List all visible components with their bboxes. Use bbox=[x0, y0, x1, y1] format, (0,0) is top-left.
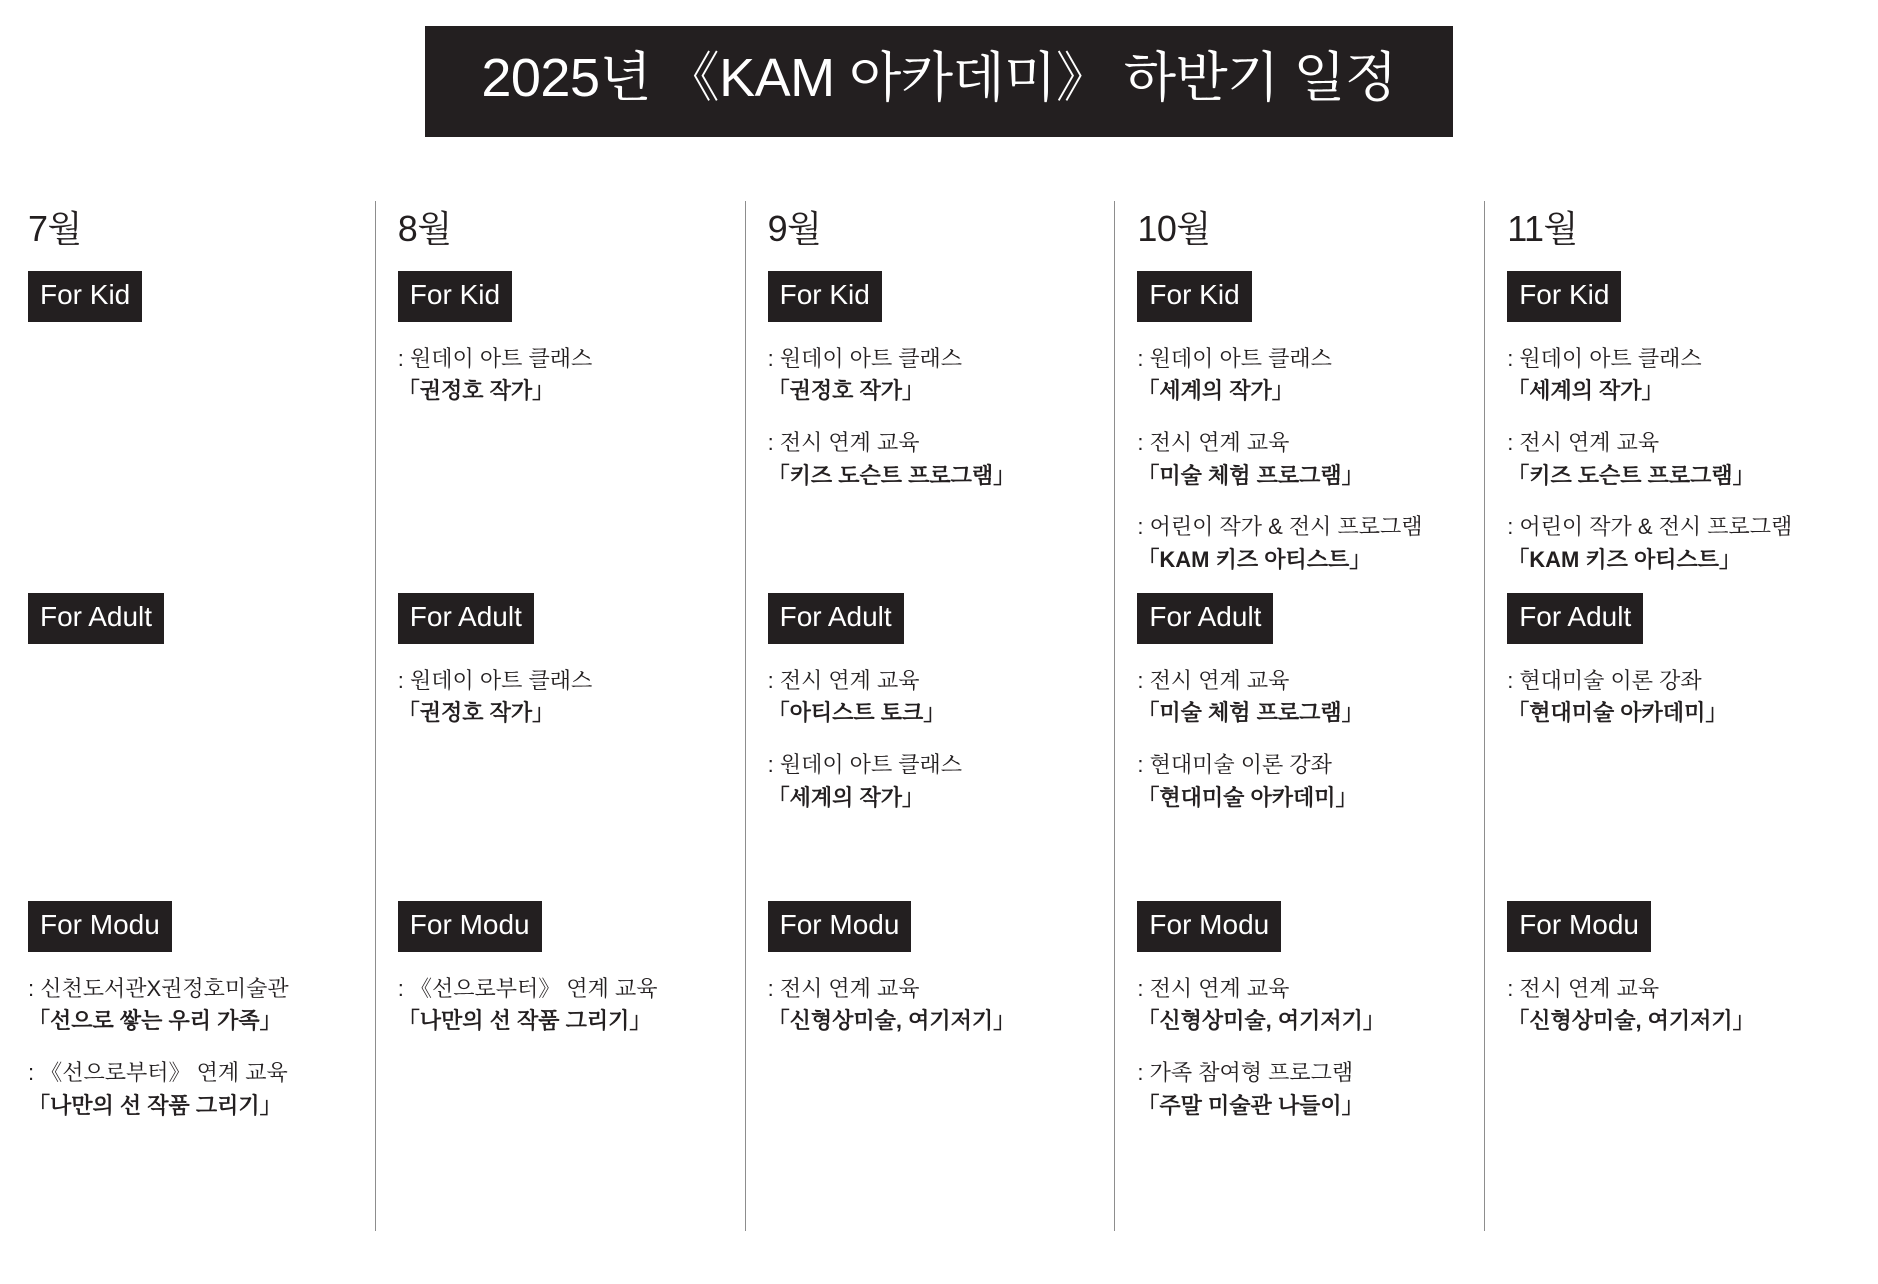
program-item bbox=[768, 750, 1097, 812]
section-adult bbox=[398, 593, 727, 750]
program-item bbox=[1137, 974, 1466, 1036]
program-item bbox=[1137, 750, 1466, 812]
month-column bbox=[375, 201, 745, 1231]
program-title: 「KAM 키즈 아티스트」 bbox=[1507, 547, 1742, 573]
program-item bbox=[768, 666, 1097, 728]
program-item bbox=[768, 428, 1097, 490]
program-category: : 어린이 작가 & 전시 프로그램 bbox=[1507, 514, 1793, 540]
program-item bbox=[768, 974, 1097, 1036]
program-title: 「미술 체험 프로그램」 bbox=[1137, 462, 1364, 488]
program-title: 「세계의 작가」 bbox=[1137, 378, 1294, 404]
month-label: 11월 bbox=[1507, 207, 1578, 249]
program-list bbox=[1507, 974, 1836, 1036]
program-category: : 전시 연계 교육 bbox=[1137, 430, 1290, 456]
month-column bbox=[745, 201, 1115, 1231]
program-title: 「세계의 작가」 bbox=[1507, 378, 1664, 404]
program-category: : 전시 연계 교육 bbox=[767, 975, 920, 1001]
month-column bbox=[28, 201, 375, 1231]
section-kid bbox=[398, 271, 727, 428]
month-label: 9월 bbox=[767, 207, 822, 249]
program-category: : 전시 연계 교육 bbox=[1137, 667, 1290, 693]
program-title: 「선으로 쌓는 우리 가족」 bbox=[28, 1008, 282, 1034]
program-category: : 현대미술 이론 강좌 bbox=[1507, 667, 1702, 693]
program-title: 「세계의 작가」 bbox=[767, 784, 924, 810]
audience-tag-adult: For Adult bbox=[398, 593, 534, 644]
program-title: 「신형상미술, 여기저기」 bbox=[1137, 1008, 1385, 1034]
program-category: : 신천도서관X권정호미술관 bbox=[28, 975, 289, 1001]
program-category: : 원데이 아트 클래스 bbox=[767, 345, 963, 371]
program-item bbox=[1507, 666, 1836, 728]
program-category: : 어린이 작가 & 전시 프로그램 bbox=[1137, 514, 1423, 540]
program-title: 「권정호 작가」 bbox=[397, 700, 555, 726]
program-title: 「권정호 작가」 bbox=[767, 378, 924, 404]
program-title: 「현대미술 아카데미」 bbox=[1507, 700, 1728, 726]
program-title: 「키즈 도슨트 프로그램」 bbox=[1507, 462, 1755, 488]
month-column bbox=[1114, 201, 1484, 1231]
audience-tag-modu: For Modu bbox=[1507, 901, 1651, 952]
program-category: : 전시 연계 교육 bbox=[1137, 975, 1290, 1001]
program-list bbox=[398, 666, 727, 728]
program-category: : 전시 연계 교육 bbox=[767, 667, 920, 693]
audience-tag-modu: For Modu bbox=[768, 901, 912, 952]
section-kid bbox=[768, 271, 1097, 513]
section-modu bbox=[398, 901, 727, 1058]
section-modu bbox=[768, 901, 1097, 1058]
program-category: : 《선으로부터》 연계 교육 bbox=[397, 975, 658, 1001]
program-item bbox=[1137, 344, 1466, 406]
program-title: 「나만의 선 작품 그리기」 bbox=[28, 1092, 282, 1118]
program-item bbox=[1507, 344, 1836, 406]
program-list bbox=[1137, 974, 1466, 1121]
program-item bbox=[768, 344, 1097, 406]
section-kid bbox=[1137, 271, 1466, 597]
section-modu bbox=[1507, 901, 1836, 1058]
program-category: : 원데이 아트 클래스 bbox=[1137, 345, 1332, 371]
program-item bbox=[1137, 428, 1466, 490]
schedule-grid bbox=[0, 201, 1878, 1231]
program-item bbox=[28, 974, 357, 1036]
section-kid bbox=[28, 271, 357, 344]
program-item bbox=[1137, 1058, 1466, 1120]
program-list bbox=[398, 974, 727, 1036]
month-column bbox=[1484, 201, 1854, 1231]
program-item bbox=[1507, 428, 1836, 490]
program-title: 「현대미술 아카데미」 bbox=[1137, 784, 1358, 810]
program-item bbox=[398, 666, 727, 728]
program-item bbox=[28, 1058, 357, 1120]
program-title: 「미술 체험 프로그램」 bbox=[1137, 700, 1364, 726]
program-category: : 전시 연계 교육 bbox=[1507, 975, 1660, 1001]
audience-tag-adult: For Adult bbox=[768, 593, 904, 644]
audience-tag-adult: For Adult bbox=[1137, 593, 1273, 644]
program-item bbox=[1137, 512, 1466, 574]
program-list bbox=[768, 666, 1097, 813]
program-title: 「신형상미술, 여기저기」 bbox=[1507, 1008, 1755, 1034]
section-adult bbox=[1137, 593, 1466, 835]
program-list bbox=[1507, 344, 1836, 575]
program-category: : 원데이 아트 클래스 bbox=[767, 752, 963, 778]
program-title: 「KAM 키즈 아티스트」 bbox=[1137, 547, 1372, 573]
section-modu bbox=[28, 901, 357, 1143]
page-title: 2025년 《KAM 아카데미》 하반기 일정 bbox=[425, 26, 1452, 137]
month-label: 7월 bbox=[28, 207, 82, 249]
audience-tag-kid: For Kid bbox=[1137, 271, 1251, 322]
section-adult bbox=[28, 593, 357, 666]
audience-tag-kid: For Kid bbox=[398, 271, 512, 322]
program-list bbox=[768, 974, 1097, 1036]
program-category: : 가족 참여형 프로그램 bbox=[1137, 1060, 1354, 1086]
audience-tag-kid: For Kid bbox=[768, 271, 882, 322]
program-category: : 전시 연계 교육 bbox=[767, 430, 920, 456]
program-category: : 원데이 아트 클래스 bbox=[1507, 345, 1702, 371]
program-category: : 원데이 아트 클래스 bbox=[397, 667, 593, 693]
program-category: : 《선으로부터》 연계 교육 bbox=[28, 1060, 288, 1086]
program-item bbox=[1507, 974, 1836, 1036]
program-title: 「권정호 작가」 bbox=[397, 378, 555, 404]
program-list bbox=[1137, 666, 1466, 813]
audience-tag-kid: For Kid bbox=[1507, 271, 1621, 322]
program-title: 「나만의 선 작품 그리기」 bbox=[397, 1008, 652, 1034]
title-banner bbox=[0, 0, 1878, 137]
program-item bbox=[1137, 666, 1466, 728]
program-title: 「주말 미술관 나들이」 bbox=[1137, 1092, 1364, 1118]
program-category: : 원데이 아트 클래스 bbox=[397, 345, 593, 371]
audience-tag-adult: For Adult bbox=[28, 593, 164, 644]
audience-tag-modu: For Modu bbox=[1137, 901, 1281, 952]
program-list bbox=[1507, 666, 1836, 728]
program-category: : 전시 연계 교육 bbox=[1507, 430, 1660, 456]
month-label: 10월 bbox=[1137, 207, 1211, 249]
audience-tag-kid: For Kid bbox=[28, 271, 142, 322]
section-kid bbox=[1507, 271, 1836, 597]
section-modu bbox=[1137, 901, 1466, 1143]
section-adult bbox=[1507, 593, 1836, 750]
audience-tag-modu: For Modu bbox=[398, 901, 542, 952]
program-list bbox=[1137, 344, 1466, 575]
section-adult bbox=[768, 593, 1097, 835]
program-list bbox=[28, 974, 357, 1121]
program-list bbox=[398, 344, 727, 406]
program-item bbox=[1507, 512, 1836, 574]
program-list bbox=[768, 344, 1097, 491]
program-title: 「아티스트 토크」 bbox=[767, 700, 946, 726]
program-item bbox=[398, 344, 727, 406]
month-label: 8월 bbox=[397, 207, 452, 249]
program-title: 「키즈 도슨트 프로그램」 bbox=[767, 462, 1016, 488]
audience-tag-adult: For Adult bbox=[1507, 593, 1643, 644]
program-item bbox=[398, 974, 727, 1036]
audience-tag-modu: For Modu bbox=[28, 901, 172, 952]
program-category: : 현대미술 이론 강좌 bbox=[1137, 752, 1332, 778]
program-title: 「신형상미술, 여기저기」 bbox=[767, 1008, 1016, 1034]
